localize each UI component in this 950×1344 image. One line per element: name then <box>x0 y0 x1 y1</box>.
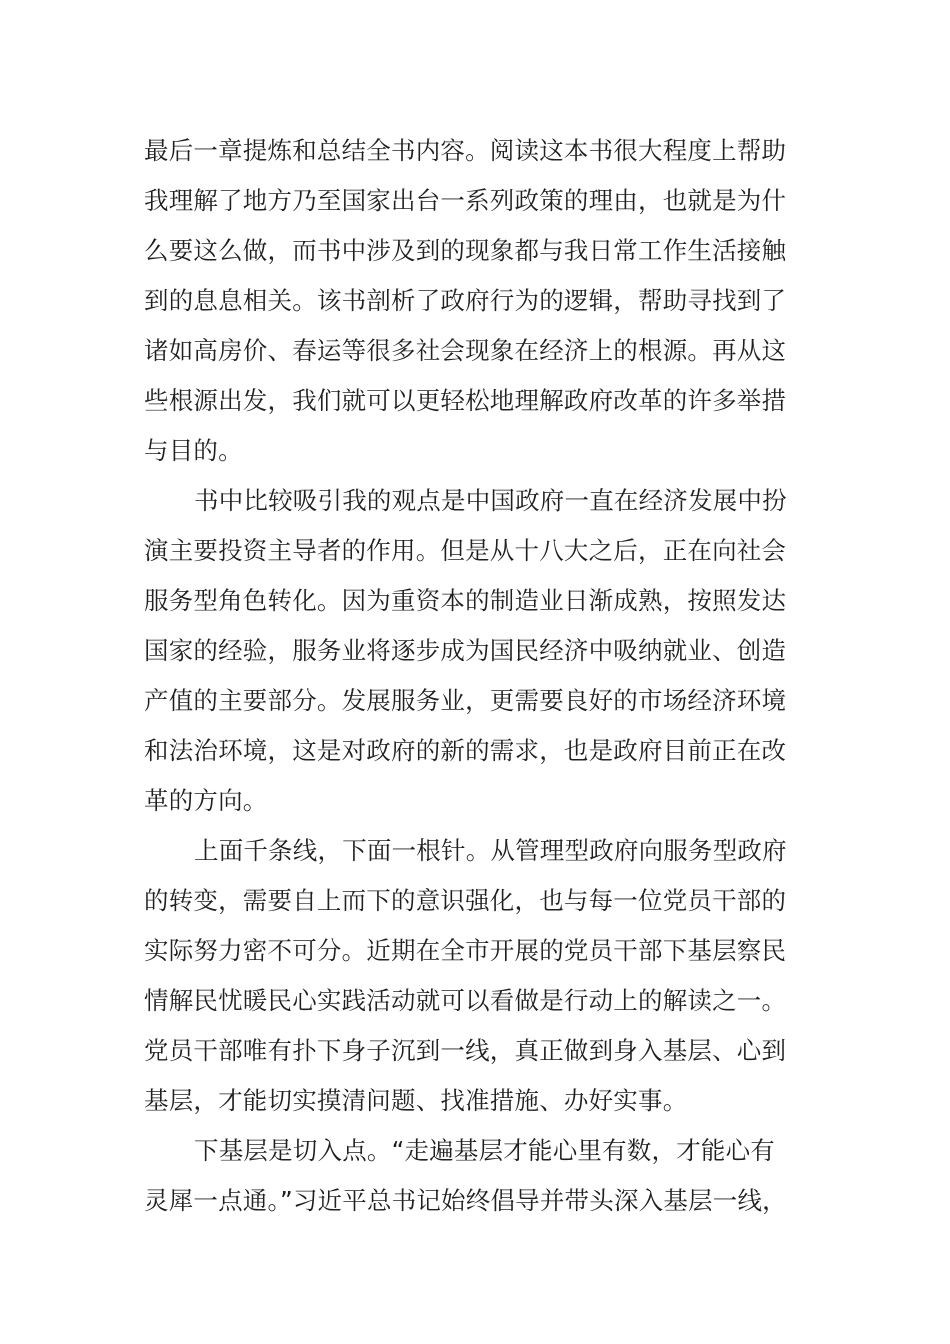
text-line: 革的方向。 <box>144 786 268 815</box>
text-line: 书中比较吸引我的观点是中国政府一直在经济发展中扮 <box>194 486 787 515</box>
text-line: 的转变，需要自上而下的意识强化，也与每一位党员干部的 <box>144 886 787 915</box>
paragraph-2 <box>144 476 814 826</box>
text-line: 实际努力密不可分。近期在全市开展的党员干部下基层察民 <box>144 936 787 965</box>
paragraph-4 <box>144 1126 814 1226</box>
text-line: 和法治环境，这是对政府的新的需求，也是政府目前正在改 <box>144 736 787 765</box>
text-line: 服务型角色转化。因为重资本的制造业日渐成熟，按照发达 <box>144 586 787 615</box>
text-line: 最后一章提炼和总结全书内容。阅读这本书很大程度上帮助 <box>144 136 787 165</box>
text-line: 国家的经验，服务业将逐步成为国民经济中吸纳就业、创造 <box>144 636 787 665</box>
text-line: 演主要投资主导者的作用。但是从十八大之后，正在向社会 <box>144 536 787 565</box>
text-line: 情解民忧暖民心实践活动就可以看做是行动上的解读之一。 <box>144 986 787 1015</box>
text-line: 下基层是切入点。“走遍基层才能心里有数，才能心有 <box>194 1136 775 1165</box>
paragraph-3 <box>144 826 814 1126</box>
text-line: 么要这么做，而书中涉及到的现象都与我日常工作生活接触 <box>144 236 787 265</box>
paragraph-1 <box>144 126 814 476</box>
text-line: 些根源出发，我们就可以更轻松地理解政府改革的许多举措 <box>144 386 787 415</box>
text-line: 灵犀一点通。”习近平总书记始终倡导并带头深入基层一线， <box>144 1186 787 1215</box>
text-line: 党员干部唯有扑下身子沉到一线，真正做到身入基层、心到 <box>144 1036 787 1065</box>
text-line: 我理解了地方乃至国家出台一系列政策的理由，也就是为什 <box>144 186 787 215</box>
text-line: 与目的。 <box>144 436 243 465</box>
text-line: 上面千条线，下面一根针。从管理型政府向服务型政府 <box>194 836 787 865</box>
text-line: 到的息息相关。该书剖析了政府行为的逻辑，帮助寻找到了 <box>144 286 787 315</box>
text-line: 产值的主要部分。发展服务业，更需要良好的市场经济环境 <box>144 686 787 715</box>
text-line: 基层，才能切实摸清问题、找准措施、办好实事。 <box>144 1086 688 1115</box>
text-line: 诸如高房价、春运等很多社会现象在经济上的根源。再从这 <box>144 336 787 365</box>
document-body <box>144 126 814 1226</box>
